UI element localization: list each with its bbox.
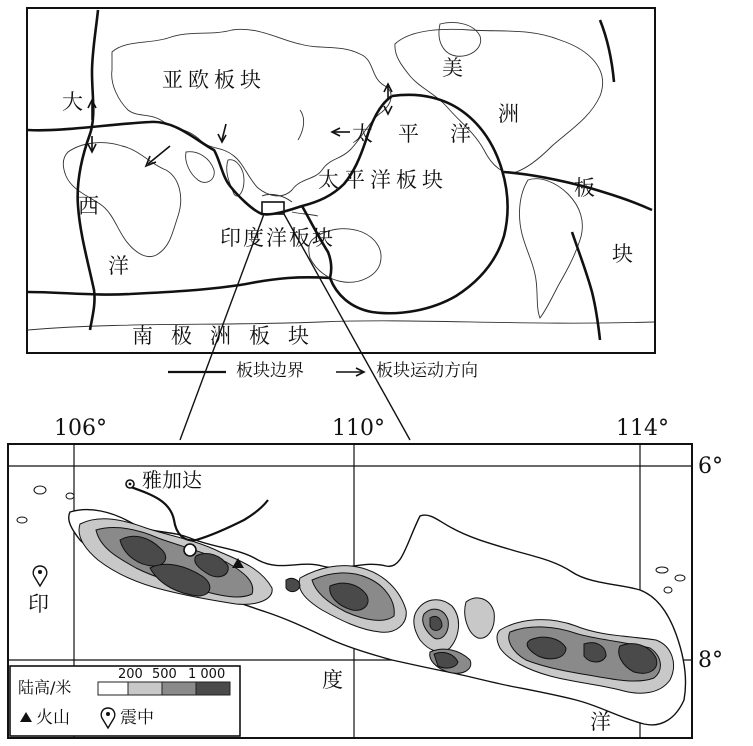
lon-114: 114° <box>616 416 669 441</box>
label-american-3: 板 <box>574 176 595 200</box>
label-indian-ocean-1: 印 <box>28 592 49 616</box>
label-indian-ocean-2: 度 <box>322 668 343 692</box>
label-atlantic-1: 大 <box>62 90 83 114</box>
label-atlantic-3: 洋 <box>108 254 129 278</box>
label-pacific-2: 平 <box>398 122 419 146</box>
label-indian-ocean-3: 洋 <box>590 710 611 734</box>
label-indian-ocean-plate: 印度洋板块 <box>220 226 335 250</box>
label-eurasian-plate: 亚欧板块 <box>162 68 266 92</box>
legend-boundary-label: 板块边界 <box>236 361 304 381</box>
label-pacific-plate: 太平洋板块 <box>318 168 448 192</box>
legend-elevation-title: 陆高/米 <box>18 678 72 697</box>
pin-icon-map <box>33 566 47 586</box>
label-atlantic-2: 西 <box>78 194 99 218</box>
label-american-1: 美 <box>442 56 463 80</box>
legend-tick-200: 200 <box>118 667 143 682</box>
legend-volcano-label: 火山 <box>36 708 70 728</box>
swatch-level2 <box>128 682 162 695</box>
legend-direction-label: 板块运动方向 <box>376 361 478 381</box>
label-pacific-1: 太 <box>352 122 373 146</box>
legend-epicenter-label: 震中 <box>120 708 154 728</box>
swatch-level3 <box>162 682 196 695</box>
legend-tick-500: 500 <box>152 667 177 682</box>
label-american-4: 块 <box>612 242 633 266</box>
swatch-level4 <box>196 682 230 695</box>
lon-110: 110° <box>332 416 385 441</box>
label-antarctic-plate: 南极洲板块 <box>132 324 327 348</box>
lat-6: 6° <box>698 454 723 479</box>
label-american-2: 洲 <box>498 102 519 126</box>
lon-106: 106° <box>54 416 107 441</box>
label-pacific-3: 洋 <box>450 122 471 146</box>
epicenter-marker <box>184 544 196 556</box>
lat-8: 8° <box>698 648 723 673</box>
legend-swatches <box>98 682 230 695</box>
label-jakarta: 雅加达 <box>142 468 202 492</box>
legend-tick-1000: 1 000 <box>188 667 226 682</box>
swatch-level1 <box>98 682 128 695</box>
